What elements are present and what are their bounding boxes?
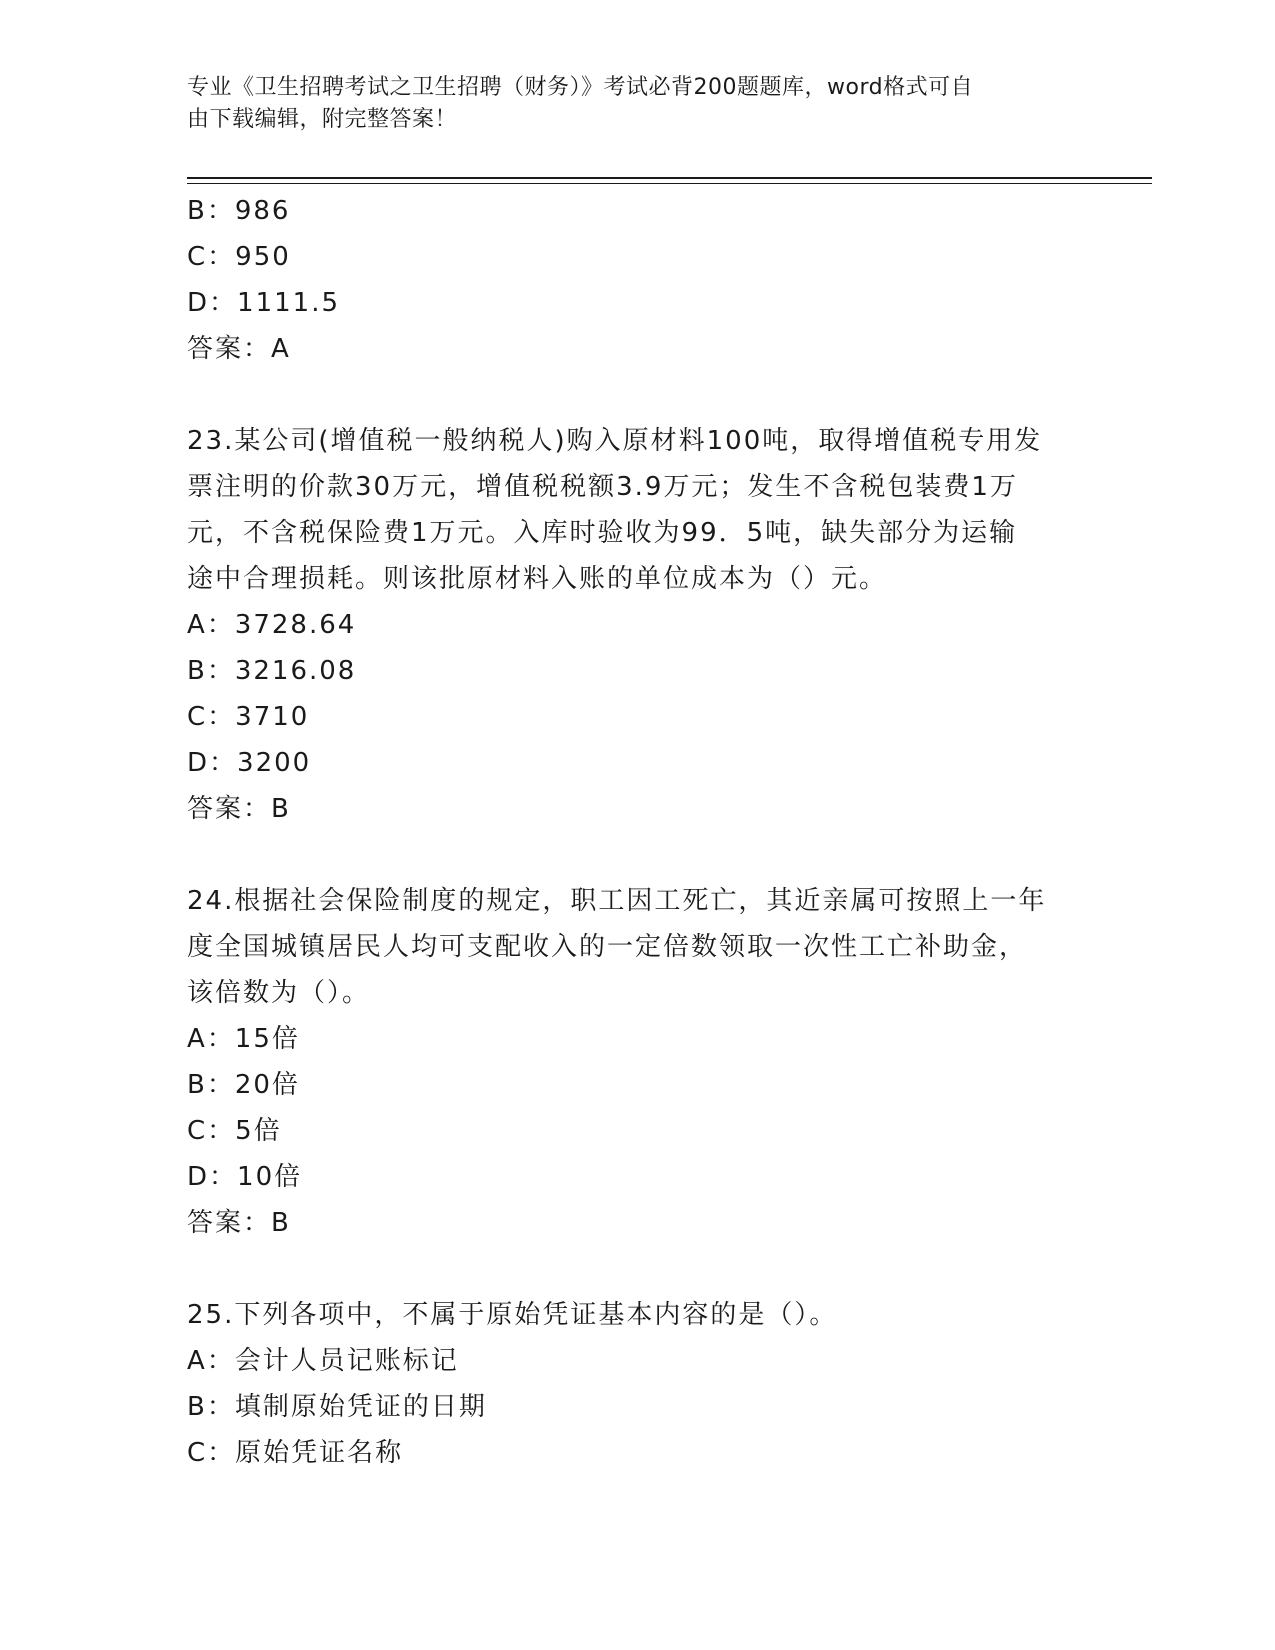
header-divider-thin [187,183,1152,184]
option-c: C：950 [187,242,291,272]
option-a: A：3728.64 [187,610,357,640]
option-c: C：原始凭证名称 [187,1438,404,1468]
question-stem-line: 该倍数为（）。 [187,978,371,1008]
answer: 答案：B [187,1208,291,1238]
question-stem-line: 度全国城镇居民人均可支配收入的一定倍数领取一次性工亡补助金， [187,932,1028,962]
question-22-continued [187,188,1067,372]
option-d: D：3200 [187,748,312,778]
option-d: D：1111.5 [187,288,340,318]
question-stem-line: 24.根据社会保险制度的规定，职工因工死亡，其近亲属可按照上一年 [187,886,1047,916]
option-c: C：5倍 [187,1116,282,1146]
question-23 [187,418,1067,832]
header-divider-thick [187,177,1152,179]
spacer [187,832,1067,878]
question-list [187,188,1067,1476]
question-stem-line: 途中合理损耗。则该批原材料入账的单位成本为（）元。 [187,564,888,594]
question-stem-line: 票注明的价款30万元，增值税税额3.9万元；发生不含税包装费1万 [187,472,1018,502]
question-stem-line: 元，不含税保险费1万元。入库时验收为99．5吨，缺失部分为运输 [187,518,1018,548]
answer: 答案：B [187,794,291,824]
option-a: A：会计人员记账标记 [187,1346,459,1376]
question-stem-line: 23.某公司(增值税一般纳税人)购入原材料100吨，取得增值税专用发 [187,426,1043,456]
question-stem-line: 25.下列各项中，不属于原始凭证基本内容的是（）。 [187,1300,838,1330]
question-25 [187,1292,1067,1476]
header-line-2: 由下载编辑，附完整答案！ [187,107,458,132]
spacer [187,1246,1067,1292]
option-b: B：填制原始凭证的日期 [187,1392,487,1422]
option-b: B：986 [187,196,291,226]
spacer [187,372,1067,418]
option-c: C：3710 [187,702,310,732]
option-a: A：15倍 [187,1024,300,1054]
header-line-1: 专业《卫生招聘考试之卫生招聘（财务）》考试必背200题题库，word格式可自 [187,75,974,100]
document-header [187,72,1087,136]
answer: 答案：A [187,334,291,364]
question-24 [187,878,1067,1246]
option-b: B：20倍 [187,1070,300,1100]
option-b: B：3216.08 [187,656,357,686]
option-d: D：10倍 [187,1162,303,1192]
